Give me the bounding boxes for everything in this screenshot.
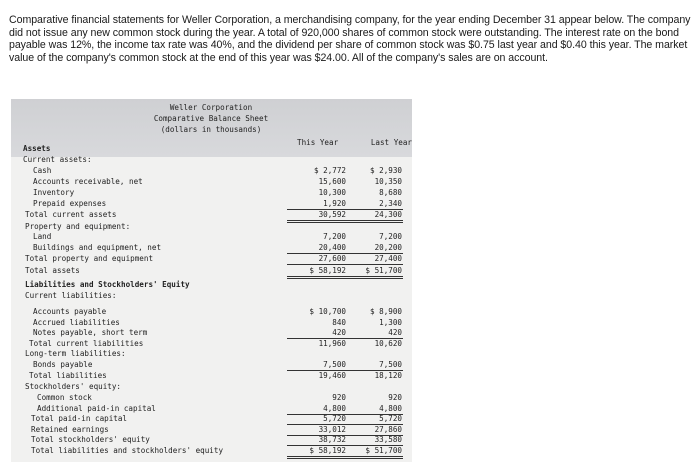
row-label: Accrued liabilities (33, 318, 120, 327)
value-this-year: 10,300 (318, 188, 346, 197)
row-label: Retained earnings (31, 425, 109, 434)
value-last-year: 1,300 (379, 318, 402, 327)
balance-sheet-row (11, 165, 412, 176)
value-this-year: 11,960 (318, 339, 346, 348)
balance-sheet-row (11, 348, 412, 359)
value-last-year: 27,400 (343, 253, 403, 265)
problem-statement: Comparative financial statements for Weller Corporation, a merchandising company, for the year ending December 31 appear below. The company did not issue any new common stock during the year. A total of 920,000 shares of common stock were outstanding. The interest rate on the bond payable was 12%, the income tax rate was 40%, and the dividend per share of common stock was $0.75 last year and $0.40 this year. The market value of the company's common stock at the end of this year was $24.00. All of the company's sales are on account. (9, 14, 691, 64)
balance-sheet-row (11, 242, 412, 253)
column-header-this-year: This Year (297, 138, 339, 147)
balance-sheet-row (11, 187, 412, 198)
value-this-year: $ 58,192 (287, 445, 347, 459)
value-last-year: 2,340 (343, 198, 403, 210)
balance-sheet-row (11, 143, 412, 154)
row-label: Assets (23, 144, 51, 153)
value-last-year: 4,800 (343, 403, 403, 415)
row-label: Current liabilities: (25, 291, 117, 300)
row-label: Land (33, 232, 52, 241)
balance-sheet-row (11, 154, 412, 165)
row-label: Accounts payable (33, 307, 107, 316)
balance-sheet-row (11, 392, 412, 403)
value-last-year: $ 51,700 (343, 445, 403, 459)
value-this-year: 7,500 (287, 359, 347, 371)
row-label: Stockholders' equity: (25, 382, 122, 391)
balance-sheet-row (11, 209, 412, 220)
value-this-year: 1,920 (287, 198, 347, 210)
row-label: Total liabilities (29, 371, 107, 380)
balance-sheet-row (11, 327, 412, 338)
value-this-year: 27,600 (287, 253, 347, 265)
statement-heading (131, 102, 291, 135)
value-this-year: $ 10,700 (309, 307, 346, 316)
value-last-year: 10,620 (374, 339, 402, 348)
row-label: Cash (33, 166, 52, 175)
balance-sheet-row (11, 434, 412, 445)
value-this-year: 420 (287, 327, 347, 339)
value-this-year: 33,012 (287, 424, 347, 436)
value-this-year: 19,460 (318, 371, 346, 380)
balance-sheet-row (11, 253, 412, 264)
balance-sheet-row (11, 279, 412, 290)
balance-sheet-row (11, 176, 412, 187)
value-last-year: 20,200 (343, 242, 403, 254)
value-this-year: 5,720 (287, 413, 347, 425)
row-label: Total assets (25, 266, 80, 275)
balance-sheet-row (11, 306, 412, 317)
row-label: Inventory (33, 188, 75, 197)
balance-sheet-row (11, 265, 412, 276)
value-this-year: $ 58,192 (287, 265, 347, 279)
value-this-year: $ 2,772 (313, 166, 346, 175)
row-label: Common stock (37, 393, 92, 402)
balance-sheet-row (11, 231, 412, 242)
row-label: Prepaid expenses (33, 199, 107, 208)
balance-sheet-row (11, 198, 412, 209)
row-label: Bonds payable (33, 360, 93, 369)
value-last-year: 5,720 (343, 413, 403, 425)
value-last-year: 7,200 (379, 232, 402, 241)
row-label: Total current liabilities (29, 339, 144, 348)
value-last-year: $ 51,700 (343, 265, 403, 279)
value-this-year: 840 (332, 318, 346, 327)
balance-sheet-row (11, 445, 412, 456)
company-name: Weller Corporation (169, 103, 253, 112)
value-this-year: 38,732 (287, 434, 347, 446)
row-label: Total current assets (25, 210, 117, 219)
balance-sheet-row (11, 290, 412, 301)
balance-sheet-row (11, 370, 412, 381)
value-this-year: 7,200 (323, 232, 346, 241)
value-last-year: $ 2,930 (369, 166, 402, 175)
row-label: Additional paid-in capital (37, 404, 156, 413)
value-last-year: 33,580 (343, 434, 403, 446)
value-last-year: 24,300 (343, 209, 403, 223)
row-label: Current assets: (23, 155, 92, 164)
row-label: Notes payable, short term (33, 328, 148, 337)
column-header-last-year: Last Year (370, 138, 412, 147)
row-label: Property and equipment: (25, 222, 131, 231)
value-last-year: 920 (388, 393, 402, 402)
value-this-year: 920 (332, 393, 346, 402)
value-last-year: $ 8,900 (369, 307, 402, 316)
value-last-year: 10,350 (374, 177, 402, 186)
value-this-year: 30,592 (287, 209, 347, 223)
balance-sheet-row (11, 413, 412, 424)
row-label: Total paid-in capital (31, 414, 128, 423)
balance-sheet-row (11, 381, 412, 392)
value-this-year: 20,400 (287, 242, 347, 254)
statement-units: (dollars in thousands) (160, 125, 262, 134)
row-label: Total property and equipment (25, 254, 154, 263)
statement-title: Comparative Balance Sheet (153, 114, 269, 123)
value-this-year: 15,600 (318, 177, 346, 186)
value-last-year: 7,500 (343, 359, 403, 371)
row-label: Total liabilities and stockholders' equity (31, 446, 224, 455)
row-label: Liabilities and Stockholders' Equity (25, 280, 190, 289)
value-last-year: 420 (343, 327, 403, 339)
value-last-year: 8,680 (379, 188, 402, 197)
row-label: Total stockholders' equity (31, 435, 150, 444)
value-this-year: 4,800 (287, 403, 347, 415)
balance-sheet (11, 99, 412, 462)
row-label: Long-term liabilities: (25, 349, 126, 358)
row-label: Accounts receivable, net (33, 177, 143, 186)
value-last-year: 18,120 (374, 371, 402, 380)
value-last-year: 27,860 (343, 424, 403, 436)
row-label: Buildings and equipment, net (33, 243, 162, 252)
balance-sheet-row (11, 359, 412, 370)
